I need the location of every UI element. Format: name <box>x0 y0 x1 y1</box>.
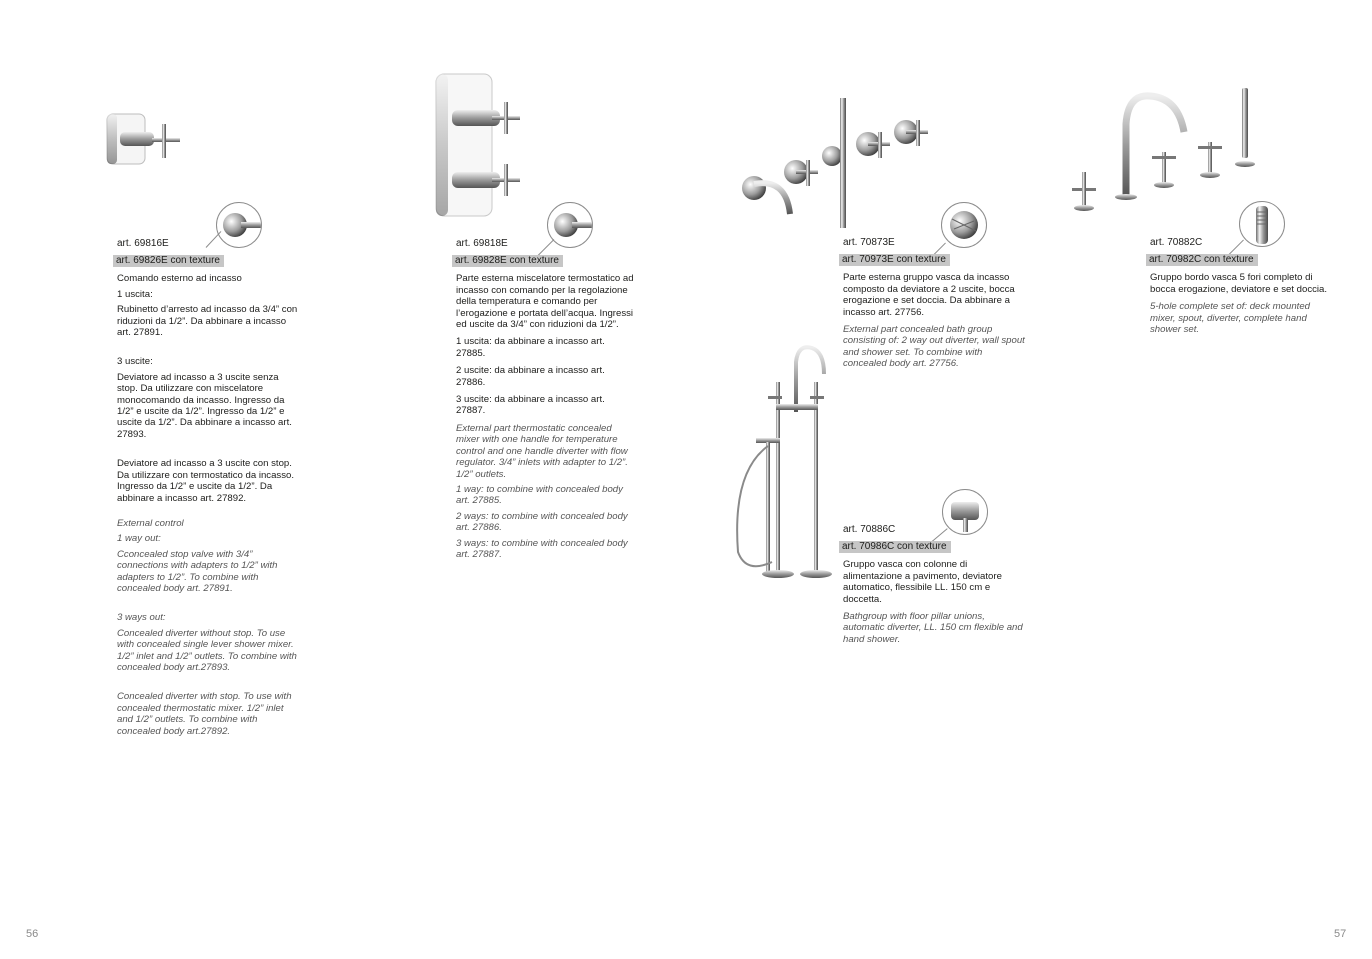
product-image-70873e <box>738 94 934 230</box>
title-en: External control <box>117 517 184 529</box>
article-code: art. 70886C <box>843 524 896 535</box>
option-label-en: 1 way out: <box>117 533 161 545</box>
product-image-70886c <box>732 342 836 582</box>
option-label-en: 3 ways out: <box>117 612 166 624</box>
product-column-70886c <box>843 524 1027 645</box>
description-en: External part concealed bath group consisting of: 2 way out diverter, wall spout and shower set. To combine with concealed body art. 27756. <box>843 324 1025 370</box>
option-text-it: Rubinetto d’arresto ad incasso da 3/4” con riduzioni da 1/2”. Da abbinare a incasso art. 27891. <box>117 304 298 339</box>
option-text-en: 2 ways: to combine with concealed body art. 27886. <box>456 510 628 534</box>
option-text-it: Deviatore ad incasso a 3 uscite senza stop. Da utilizzare con miscelatore monocomando da incasso. Ingresso da 1/2” e uscite da 1/2”. Ingresso da 1/2” e uscite da 1/2”. Da abbinare a incasso art. 27893. <box>117 371 292 440</box>
texture-article-code: art. 70982C con texture <box>1146 254 1258 266</box>
texture-article-code: art. 69826E con texture <box>113 255 224 267</box>
option-text-en: Cconcealed stop valve with 3/4” connections with adapters to 1/2” with adapters to 1/2”. To combine with concealed body art. 27891. <box>117 548 278 594</box>
texture-article-code: art. 69828E con texture <box>452 255 563 267</box>
description-it: Comando esterno ad incasso <box>117 273 242 285</box>
article-code: art. 70873E <box>843 237 895 248</box>
description-it: Gruppo bordo vasca 5 fori completo di bocca erogazione, deviatore e set doccia. <box>1150 272 1328 295</box>
description-en: External part thermostatic concealed mixer with one handle for temperature control and one handle diverter with flow regulator. 3/4” inlets with adapter to 1/2”. 1/2” outlets. <box>456 422 628 480</box>
product-image-70882c <box>1068 84 1264 216</box>
option-text-it: 2 uscite: da abbinare a incasso art. 27886. <box>456 365 605 388</box>
option-text-en: 3 ways: to combine with concealed body art. 27887. <box>456 537 628 560</box>
option-text-en: Concealed diverter without stop. To use with concealed single lever shower mixer. 1/2” inlet and 1/2” outlets. To combine with concealed body art.27893. <box>117 627 297 673</box>
option-label-it: 3 uscite: <box>117 356 153 368</box>
option-text-it: 1 uscita: da abbinare a incasso art. 27885. <box>456 336 605 359</box>
description-en: 5-hole complete set of: deck mounted mixer, spout, diverter, complete hand shower set. <box>1150 301 1310 336</box>
product-column-70873e <box>843 237 1025 370</box>
option-text-en: Concealed diverter with stop. To use with concealed thermostatic mixer. 1/2” inlet and 1/2” outlets. To combine with concealed body art.27892. <box>117 691 292 737</box>
description-en: Bathgroup with floor pillar unions, automatic diverter, LL. 150 cm flexible and hand shower. <box>843 611 1023 645</box>
product-image-69816e <box>104 108 184 170</box>
texture-article-code: art. 70986C con texture <box>839 541 951 553</box>
page-number-left: 56 <box>26 928 39 940</box>
description-it: Gruppo vasca con colonne di alimentazione a pavimento, deviatore automatico, flessibile LL. 150 cm e doccetta. <box>843 559 1002 605</box>
option-label-it: 1 uscita: <box>117 288 153 300</box>
description-it: Parte esterna miscelatore termostatico ad incasso con comando per la regolazione della temperatura e comando per l’erogazione e portata dell’acqua. Ingressi ed uscite da 3/4” con riduzioni da 1/2”. <box>456 273 634 331</box>
article-code: art. 69816E <box>117 238 169 249</box>
option-text-it: Deviatore ad incasso a 3 uscite con stop. Da utilizzare con termostatico da incasso. Ingresso da 1/2” e uscite da 1/2”. Da abbinare a incasso art. 27892. <box>117 458 295 504</box>
article-code: art. 70882C <box>1150 237 1203 248</box>
texture-article-code: art. 70973E con texture <box>839 254 950 266</box>
product-column-69816e <box>117 238 299 737</box>
page-number-right: 57 <box>1334 928 1347 940</box>
product-column-70882c <box>1150 237 1332 335</box>
article-code: art. 69818E <box>456 238 508 249</box>
product-image-69818e <box>432 72 522 218</box>
option-text-en: 1 way: to combine with concealed body art. 27885. <box>456 483 623 507</box>
product-column-69818e <box>456 238 636 560</box>
description-it: Parte esterna gruppo vasca da incasso composto da deviatore a 2 uscite, bocca erogazione e set doccia. Da abbinare a incasso art. 27756. <box>843 272 1015 318</box>
option-text-it: 3 uscite: da abbinare a incasso art. 27887. <box>456 394 605 417</box>
